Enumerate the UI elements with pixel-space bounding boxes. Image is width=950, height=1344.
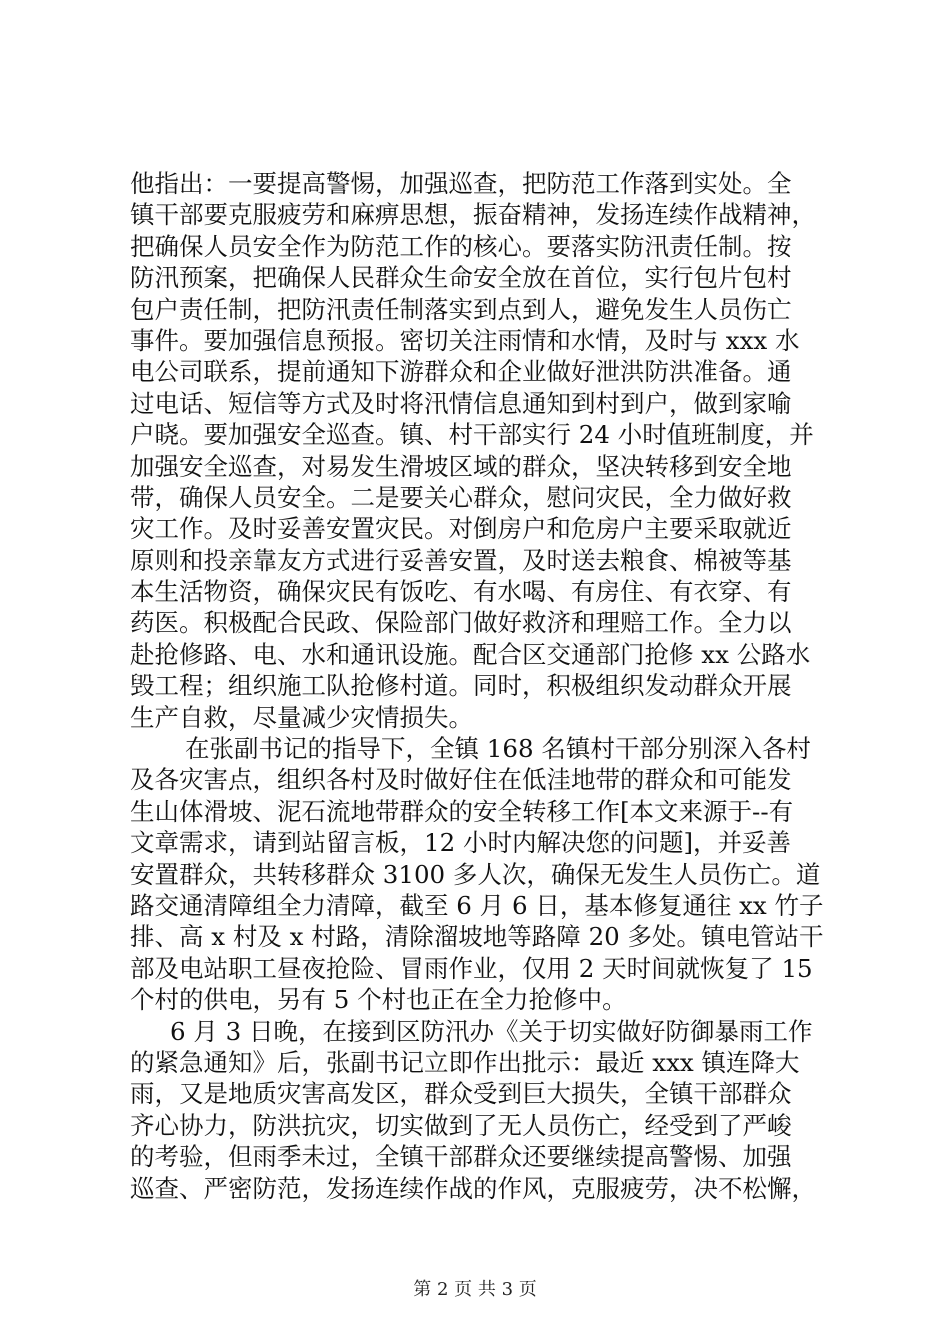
body-line: 齐心协力，防洪抗灾，切实做到了无人员伤亡，经受到了严峻 (130, 1110, 792, 1140)
body-line: 生产自救，尽量减少灾情损失。 (130, 702, 473, 732)
body-line: 他指出：一要提高警惕，加强巡查，把防范工作落到实处。全 (130, 169, 792, 198)
body-line: 部及电站职工昼夜抢险、冒雨作业，仅用 2 天时间就恢复了 15 (130, 953, 813, 983)
body-line: 巡查、严密防范，发扬连续作战的作风，克服疲劳，决不松懈， (130, 1173, 816, 1203)
body-line: 原则和投亲靠友方式进行妥善安置，及时送去粮食、棉被等基 (130, 545, 792, 575)
body-line: 包户责任制，把防汛责任制落实到点到人，避免发生人员伤亡 (130, 294, 792, 324)
body-line: 安置群众，共转移群众 3100 多人次，确保无发生人员伤亡。道 (130, 859, 821, 889)
body-line: 文章需求，请到站留言板，12 小时内解决您的问题]，并妥善 (130, 828, 792, 858)
body-line: 防汛预案，把确保人民群众生命安全放在首位，实行包片包村 (130, 263, 792, 293)
page-number-label: 第 2 页 共 3 页 (413, 1279, 537, 1300)
body-line: 排、高 x 村及 x 村路，清除溜坡地等路障 20 多处。镇电管站干 (130, 922, 824, 952)
body-line: 过电话、短信等方式及时将汛情信息通知到村到户，做到家喻 (130, 388, 792, 418)
body-line: 的紧急通知》后，张副书记立即作出批示：最近 xxx 镇连降大 (130, 1047, 800, 1077)
body-line: 赴抢修路、电、水和通讯设施。配合区交通部门抢修 xx 公路水 (130, 639, 811, 669)
body-line: 把确保人员安全作为防范工作的核心。要落实防汛责任制。按 (130, 231, 792, 261)
body-line: 药医。积极配合民政、保险部门做好救济和理赔工作。全力以 (130, 608, 792, 638)
body-line: 毁工程；组织施工队抢修村道。同时，积极组织发动群众开展 (130, 671, 792, 701)
body-line: 灾工作。及时妥善安置灾民。对倒房户和危房户主要采取就近 (130, 514, 792, 544)
body-line: 路交通清障组全力清障，截至 6 月 6 日，基本修复通往 xx 竹子 (130, 890, 824, 920)
body-line: 电公司联系，提前通知下游群众和企业做好泄洪防洪准备。通 (130, 357, 792, 387)
body-line: 个村的供电，另有 5 个村也正在全力抢修中。 (130, 985, 627, 1015)
page-footer (0, 1279, 950, 1301)
body-line: 雨，又是地质灾害高发区，群众受到巨大损失，全镇干部群众 (130, 1079, 792, 1109)
body-line: 事件。要加强信息预报。密切关注雨情和水情，及时与 xxx 水 (130, 325, 800, 355)
body-line: 生山体滑坡、泥石流地带群众的安全转移工作[本文来源于--有 (130, 796, 794, 826)
paragraph-start-line: 6 月 3 日晚，在接到区防汛办《关于切实做好防御暴雨工作 (170, 1016, 813, 1046)
body-line: 加强安全巡查，对易发生滑坡区域的群众，坚决转移到安全地 (130, 451, 792, 481)
body-line: 及各灾害点，组织各村及时做好住在低洼地带的群众和可能发 (130, 765, 792, 795)
body-line: 的考验，但雨季未过，全镇干部群众还要继续提高警惕、加强 (130, 1142, 792, 1172)
body-line: 户晓。要加强安全巡查。镇、村干部实行 24 小时值班制度，并 (130, 420, 814, 450)
body-line: 带，确保人员安全。二是要关心群众，慰问灾民，全力做好救 (130, 482, 792, 512)
body-line: 本生活物资，确保灾民有饭吃、有水喝、有房住、有衣穿、有 (130, 577, 792, 607)
paragraph-start-line: 在张副书记的指导下，全镇 168 名镇村干部分别深入各村 (185, 734, 811, 764)
body-line: 镇干部要克服疲劳和麻痹思想，振奋精神，发扬连续作战精神， (130, 200, 816, 230)
document-body (130, 168, 830, 1204)
